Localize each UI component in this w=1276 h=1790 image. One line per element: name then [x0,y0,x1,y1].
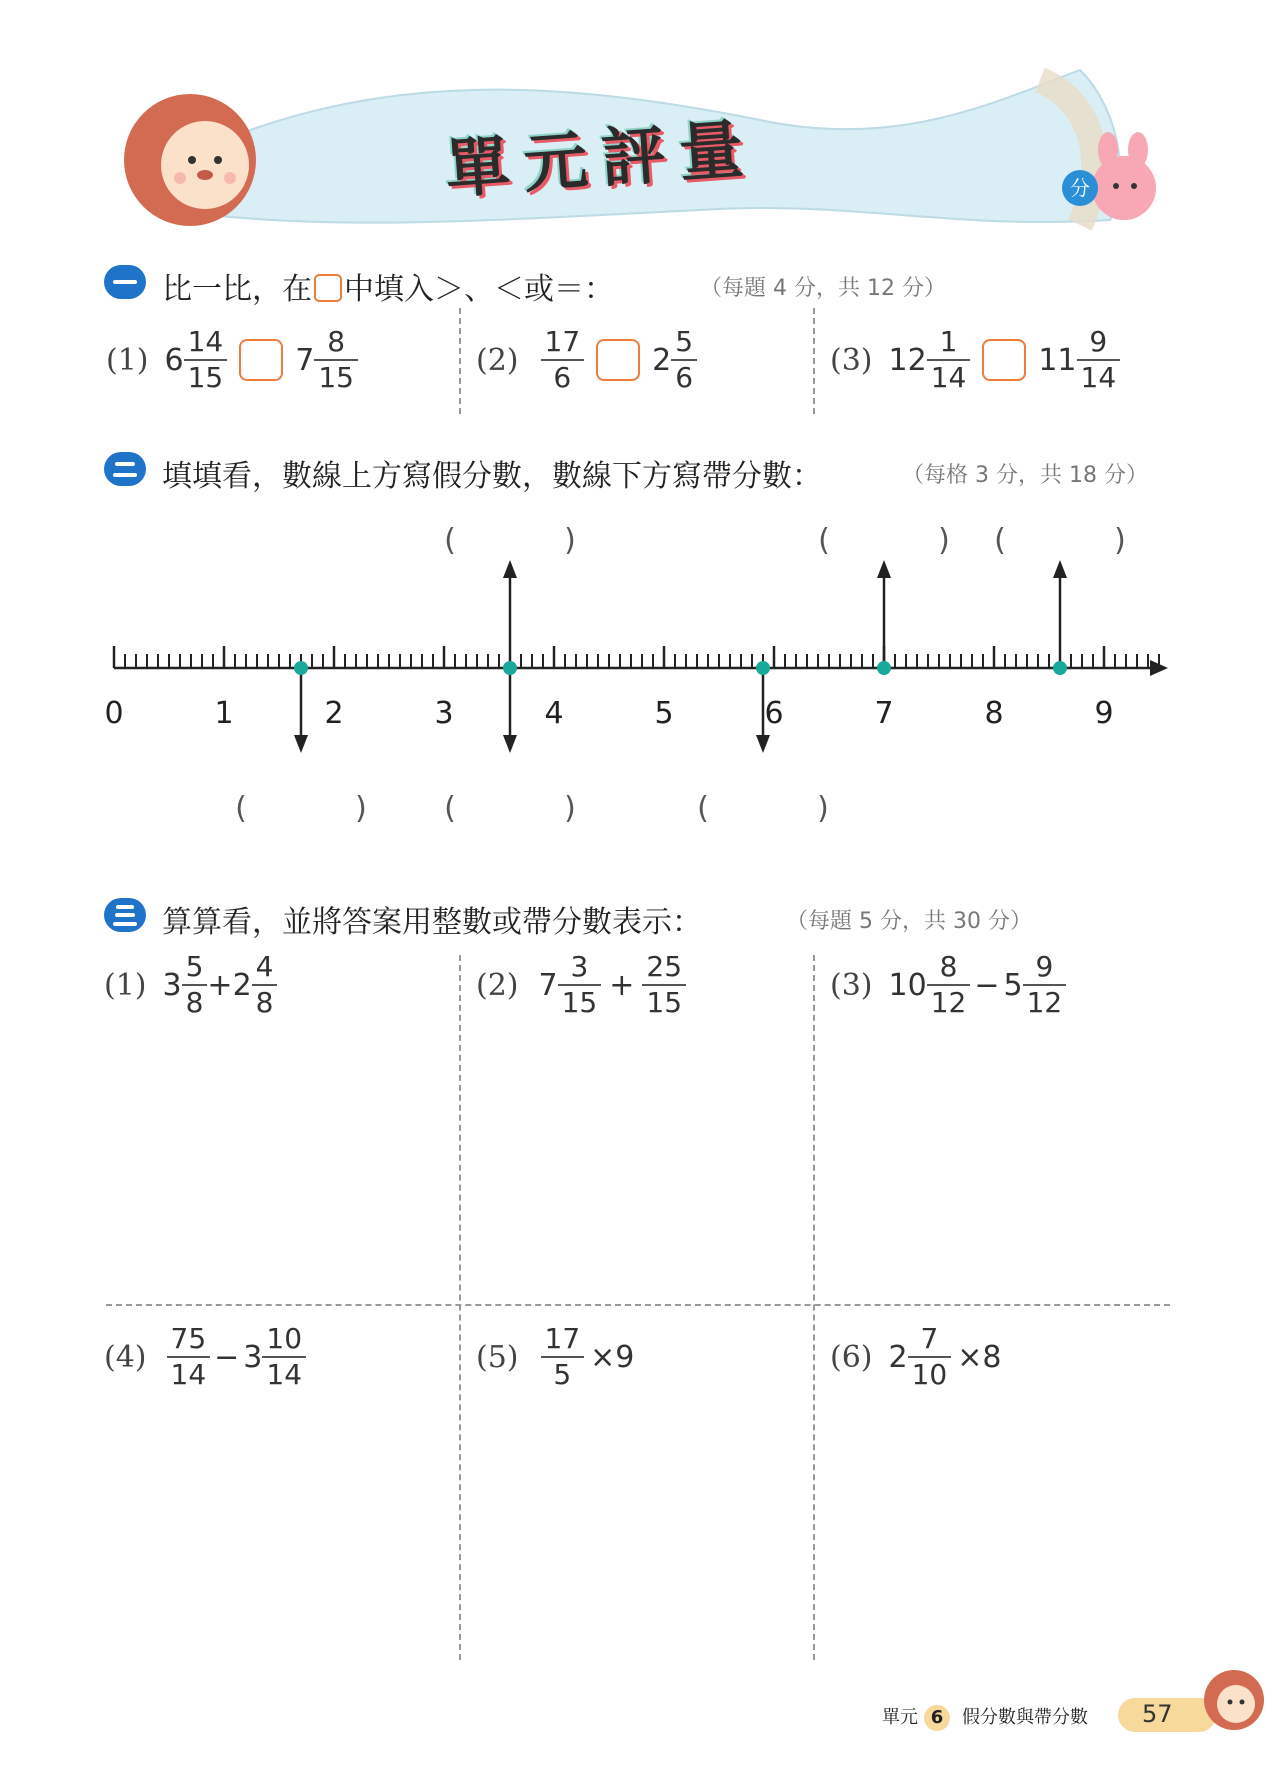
rabbit-mascot [1092,132,1156,220]
fraction: $\frac{4}{8}$ [252,950,278,1020]
section-3-score-note: （每題 5 分，共 30 分） [786,909,1032,934]
marked-point [1053,661,1067,675]
lion-mascot [124,94,256,226]
number-line-diagram [0,500,1276,840]
answer-area[interactable] [476,1010,796,1290]
answer-close-paren: ) [817,791,829,826]
fraction: $\frac{17}{5}$ [541,1322,585,1392]
inline-answer-box-icon [314,274,342,302]
operator: − [214,1339,240,1375]
up-arrowhead [1053,560,1067,578]
marked-point [756,661,770,675]
multiplier: ×9 [590,1339,635,1375]
question-label: (2) [476,967,519,1003]
fraction: $\frac{5}{8}$ [182,950,208,1020]
fraction: $\frac{10}{14}$ [262,1322,306,1392]
fraction: $\frac{9}{14}$ [1077,325,1121,395]
tick-label: 2 [324,696,344,731]
answer-close-paren: ) [1114,523,1126,558]
column-divider [813,955,815,1660]
tick-label: 9 [1094,696,1114,731]
whole-number: 7 [538,967,558,1003]
section-1-number-icon [104,265,146,299]
question-label: (2) [476,342,519,378]
whole-number: 2 [232,967,252,1003]
section-1-title [162,264,614,308]
question-label: (1) [106,342,149,378]
down-arrowhead [503,735,517,753]
tick-label: 7 [874,696,894,731]
compare-question-1 [106,325,358,395]
question-label: (1) [104,967,147,1003]
question-label: (3) [830,967,873,1003]
answer-open-paren: ( [697,791,709,826]
section-2-number-icon [104,452,146,486]
question-label: (5) [476,1339,519,1375]
whole-number: 11 [1038,342,1077,378]
compare-question-2 [476,325,697,395]
multiplier: ×8 [957,1339,1002,1375]
whole-number: 12 [888,342,927,378]
column-divider [813,308,815,414]
whole-number: 2 [888,1339,908,1375]
column-divider [459,308,461,414]
answer-open-paren: ( [444,523,456,558]
answer-area[interactable] [106,1010,446,1290]
fraction: $\frac{8}{15}$ [314,325,358,395]
fraction: $\frac{75}{14}$ [167,1322,211,1392]
unit-label: 單元 [882,1707,918,1728]
answer-close-paren: ) [564,523,576,558]
question-label: (3) [830,342,873,378]
tick-label: 0 [104,696,124,731]
row-divider [106,1304,1170,1306]
compare-question-3 [830,325,1120,395]
section-2-score-note: （每格 3 分，共 18 分） [902,463,1148,488]
operator: − [974,967,1000,1003]
whole-number: 3 [243,1339,263,1375]
compare-answer-box[interactable] [239,339,283,381]
tick-label: 6 [764,696,784,731]
fraction: $\frac{3}{15}$ [558,950,602,1020]
marked-point [877,661,891,675]
section-1-title-part-b: 中填入＞、＜或＝： [344,272,614,307]
answer-close-paren: ) [938,523,950,558]
fraction: $\frac{9}{12}$ [1023,950,1067,1020]
whole-number: 3 [162,967,182,1003]
down-arrowhead [294,735,308,753]
section-2-title: 填填看，數線上方寫假分數，數線下方寫帶分數： [162,459,822,494]
unit-title: 假分數與帶分數 [962,1707,1088,1728]
fraction: $\frac{25}{15}$ [642,950,686,1020]
question-label: (4) [104,1339,147,1375]
footer-unit-tag [882,1703,1088,1731]
answer-open-paren: ( [818,523,830,558]
answer-open-paren: ( [994,523,1006,558]
whole-number: 2 [652,342,672,378]
fraction: $\frac{7}{10}$ [908,1322,952,1392]
compare-answer-box[interactable] [596,339,640,381]
up-arrowhead [503,560,517,578]
section-1-score-note: （每題 4 分，共 12 分） [700,276,946,301]
tick-label: 4 [544,696,564,731]
column-divider [459,955,461,1660]
marked-point [503,661,517,675]
answer-area[interactable] [830,1382,1160,1652]
section-1-title-part-a: 比一比，在 [162,272,312,307]
tick-label: 1 [214,696,234,731]
fraction: $\frac{8}{12}$ [927,950,971,1020]
operator: + [207,967,233,1003]
section-3-title: 算算看，並將答案用整數或帶分數表示： [162,905,702,940]
down-arrowhead [756,735,770,753]
tick-label: 8 [984,696,1004,731]
unit-number: 6 [924,1705,950,1731]
score-badge: 分 [1062,170,1098,206]
whole-number: 5 [1003,967,1023,1003]
tick-label: 3 [434,696,454,731]
fraction: $\frac{14}{15}$ [184,325,228,395]
page-title: 單元評量 [443,112,760,208]
answer-close-paren: ) [564,791,576,826]
compare-answer-box[interactable] [982,339,1026,381]
answer-area[interactable] [830,1010,1160,1290]
answer-area[interactable] [106,1382,446,1652]
whole-number: 6 [164,342,184,378]
footer-lion-icon [1196,1660,1272,1750]
fraction: $\frac{1}{14}$ [927,325,971,395]
marked-point [294,661,308,675]
answer-area[interactable] [476,1382,796,1652]
fraction: $\frac{17}{6}$ [541,325,585,395]
page-number: 57 [1142,1700,1173,1728]
answer-open-paren: ( [235,791,247,826]
answer-open-paren: ( [444,791,456,826]
tick-label: 5 [654,696,674,731]
whole-number: 10 [888,967,927,1003]
fraction: $\frac{5}{6}$ [671,325,697,395]
up-arrowhead [877,560,891,578]
whole-number: 7 [295,342,315,378]
operator: + [609,967,635,1003]
answer-close-paren: ) [355,791,367,826]
question-label: (6) [830,1339,873,1375]
section-3-number-icon [104,898,146,932]
